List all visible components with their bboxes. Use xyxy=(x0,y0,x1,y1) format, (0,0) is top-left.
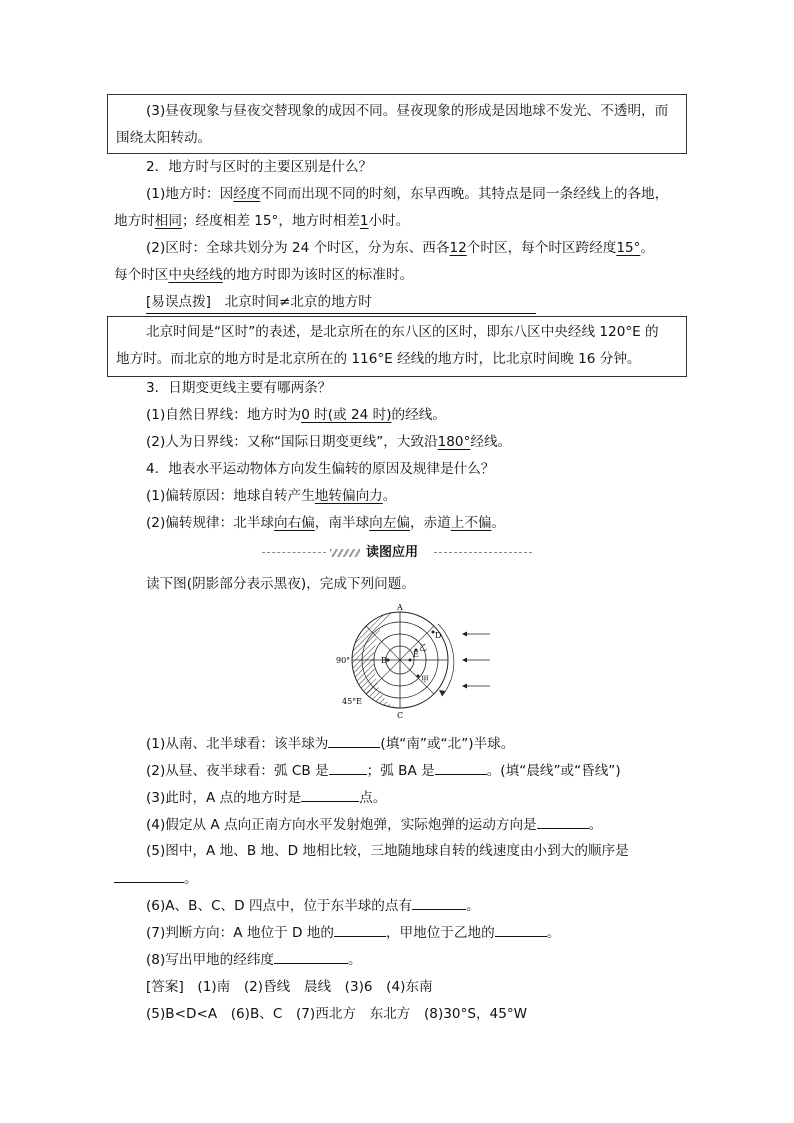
text-run: 。(填“晨线”或“昏线”) xyxy=(486,763,621,779)
q2-p1-line1 xyxy=(146,184,668,204)
text-run: 的地方时即为该时区的标准时。 xyxy=(222,267,414,283)
underlined-answer: 向左偏 xyxy=(369,515,410,531)
text-run: (6)A、B、C、D 四点中，位于东半球的点有 xyxy=(146,898,413,914)
text-run: (1)地方时：因 xyxy=(146,186,234,202)
underlined-answer: 0 时(或 24 时) xyxy=(301,407,392,423)
question-6 xyxy=(146,895,480,916)
note-box-1-line-2: 围绕太阳转动。 xyxy=(116,130,212,146)
text-run: 地方时 xyxy=(114,213,155,229)
underlined-answer: 12 xyxy=(449,240,467,256)
text-run: (1)自然日界线：地方时为 xyxy=(146,407,302,423)
text-run: (1)偏转原因：地球自转产生 xyxy=(146,488,315,504)
note-box-1-line-1: (3)昼夜现象与昼夜交替现象的成因不同。昼夜现象的形成是因地球不发光、不透明，而 xyxy=(146,103,669,119)
question-2 xyxy=(146,760,621,781)
text-run: (2)人为日界线：又称“国际日期变更线”，大致沿 xyxy=(146,434,438,450)
arrow-head-icon xyxy=(462,632,467,637)
label-45e: 45°E xyxy=(342,697,363,706)
underlined-answer: 向右偏 xyxy=(274,515,315,531)
label-e: E xyxy=(413,650,419,659)
answer-blank[interactable] xyxy=(328,733,380,748)
q2-p2-line1 xyxy=(146,238,654,258)
text-run: (填“南”或“北”)半球。 xyxy=(380,736,515,752)
section-hatch-icon xyxy=(330,549,360,557)
question-8 xyxy=(146,949,362,970)
underlined-answer: 1 xyxy=(359,213,369,229)
label-yi: 乙 xyxy=(419,643,427,652)
q3-p1 xyxy=(146,405,446,425)
answer-blank[interactable] xyxy=(301,787,359,802)
text-run: (4)假定从 A 点向正南方向水平发射炮弹，实际炮弹的运动方向是 xyxy=(146,817,537,833)
underlined-answer: 地转偏向力 xyxy=(314,488,383,504)
text-run: (2)从昼、夜半球看：弧 CB 是 xyxy=(146,763,329,779)
answer-blank[interactable] xyxy=(435,760,487,775)
section-title: 读图应用 xyxy=(366,545,419,560)
text-run: (2)区时：全球共划分为 24 个时区，分为东、西各 xyxy=(146,240,450,256)
text-run: 。 xyxy=(491,515,506,531)
note-box-1 xyxy=(107,94,687,154)
point-jia xyxy=(417,675,420,678)
divider-left xyxy=(262,552,326,553)
text-run: (7)判断方向：A 地位于 D 地的 xyxy=(146,925,334,941)
text-run: 点。 xyxy=(359,790,387,806)
text-run: 。 xyxy=(466,898,480,914)
text-run: 个时区，每个时区跨经度 xyxy=(466,240,617,256)
text-run: 。 xyxy=(546,925,561,941)
answer-blank[interactable] xyxy=(537,814,589,829)
underlined-answer: 经度 xyxy=(233,186,261,202)
question-5-line1: (5)图中，A 地、B 地、D 地相比较，三地随地球自转的线速度由小到大的顺序是 xyxy=(146,843,629,859)
text-run: 经线。 xyxy=(470,434,512,450)
q4-title: 4．地表水平运动物体方向发生偏转的原因及规律是什么？ xyxy=(146,461,495,477)
label-c: C xyxy=(397,711,404,720)
text-run: 。 xyxy=(588,817,603,833)
text-run: ，甲地位于乙地的 xyxy=(385,925,495,941)
arrow-head-icon xyxy=(462,684,467,689)
q3-title: 3．日期变更线主要有哪两条？ xyxy=(146,380,332,396)
label-d: D xyxy=(435,631,442,640)
q2-p1-line2 xyxy=(114,211,409,231)
section-header xyxy=(262,543,532,563)
text-run: (1)从南、北半球看：该半球为 xyxy=(146,736,329,752)
diagram-svg xyxy=(330,600,500,725)
arrow-head-icon xyxy=(462,658,467,663)
text-run: 每个时区 xyxy=(114,267,169,283)
question-5-line2 xyxy=(114,868,198,889)
hint-box xyxy=(107,316,687,377)
text-run: 的经线。 xyxy=(391,407,446,423)
answer-blank[interactable] xyxy=(495,922,547,937)
day-night-diagram xyxy=(330,600,500,725)
text-run: 。 xyxy=(640,240,655,256)
answer-blank[interactable] xyxy=(329,760,367,775)
point-b xyxy=(387,659,390,662)
text-run: 不同而出现不同的时刻，东早西晚。其特点是同一条经线上的各地， xyxy=(260,186,669,202)
text-run: 。 xyxy=(382,488,397,504)
label-a: A xyxy=(397,603,403,612)
question-4 xyxy=(146,814,602,835)
q2-title: 2．地方时与区时的主要区别是什么？ xyxy=(146,159,373,175)
text-run: ；弧 BA 是 xyxy=(366,763,435,779)
text-run: (8)写出甲地的经纬度 xyxy=(146,952,275,968)
text-run: 。 xyxy=(184,871,198,887)
q2-p2-line2 xyxy=(114,265,413,285)
figure-intro: 读下图(阴影部分表示黑夜)，完成下列问题。 xyxy=(146,576,415,592)
text-run: (2)偏转规律：北半球 xyxy=(146,515,275,531)
hint-line-1: 北京时间是“区时”的表述，是北京所在的东八区的区时，即东八区中央经线 120°E 的 xyxy=(146,324,659,340)
answer-line-2: (5)B<D<A (6)B、C (7)西北方 东北方 (8)30°S，45°W xyxy=(146,1006,528,1022)
hint-label: [易误点拨] 北京时间≠北京的地方时 xyxy=(146,292,536,314)
underlined-answer: 180° xyxy=(437,434,471,450)
underlined-answer: 相同 xyxy=(154,213,182,229)
question-1 xyxy=(146,733,514,754)
answer-blank[interactable] xyxy=(412,895,466,910)
divider-right xyxy=(434,552,532,553)
answer-blank[interactable] xyxy=(274,949,348,964)
hint-line-2: 地方时。而北京的地方时是北京所在的 116°E 经线的地方时，比北京时间晚 16 分钟。 xyxy=(116,351,641,367)
q4-p1 xyxy=(146,486,396,506)
text-run: ，南半球 xyxy=(314,515,370,531)
text-run: (3)此时，A 点的地方时是 xyxy=(146,790,302,806)
question-7 xyxy=(146,922,560,943)
text-run: ；经度相差 15°，地方时相差 xyxy=(181,213,360,229)
answer-blank[interactable] xyxy=(334,922,386,937)
q3-p2 xyxy=(146,432,511,452)
text-run: ，赤道 xyxy=(409,515,451,531)
question-3 xyxy=(146,787,386,808)
label-jia: 甲 xyxy=(421,675,429,684)
underlined-answer: 上不偏 xyxy=(450,515,492,531)
label-b: B xyxy=(381,656,387,665)
label-90: 90° xyxy=(336,656,351,665)
underlined-answer: 15° xyxy=(616,240,641,256)
answer-blank[interactable] xyxy=(114,868,184,883)
point-e xyxy=(409,659,412,662)
answer-line-1: [答案] (1)南 (2)昏线 晨线 (3)6 (4)东南 xyxy=(146,979,433,995)
hint-label-row xyxy=(146,292,536,314)
underlined-answer: 中央经线 xyxy=(168,267,223,283)
text-run: 小时。 xyxy=(368,213,410,229)
text-run: 。 xyxy=(348,952,362,968)
q4-p2 xyxy=(146,513,505,533)
